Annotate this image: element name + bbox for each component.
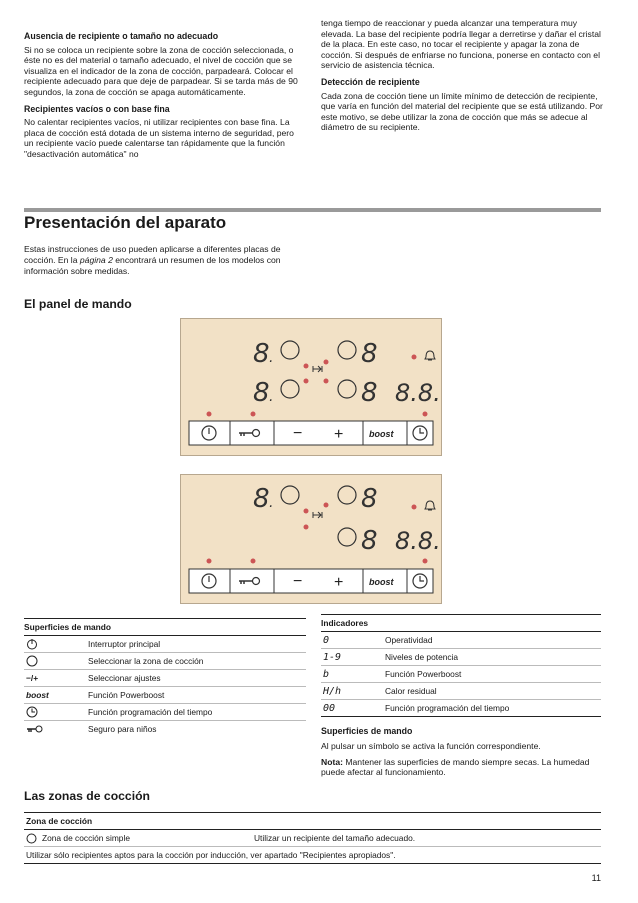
heading-deteccion: Detección de recipiente	[321, 76, 420, 87]
zone-display-top-left: 8	[253, 339, 270, 369]
control-panel-2	[180, 474, 442, 604]
paragraph-deteccion: Cada zona de cocción tiene un límite mínimo de detección de recipiente, que varía en función del material del recipiente que se está utilizando. Por este motivo, se debe utilizar la zona de cocción que más se adecue al diámetro de su recipiente.	[321, 90, 603, 133]
clock-icon	[24, 706, 88, 718]
power-icon	[24, 638, 88, 650]
surfaces-note-text: Al pulsar un símbolo se activa la función correspondiente.	[321, 740, 541, 751]
zone-select-bottom-right[interactable]	[338, 528, 356, 546]
right-column	[321, 18, 603, 139]
circle-icon	[26, 833, 37, 844]
led-indicator	[324, 503, 329, 508]
zone-select-top-left[interactable]	[281, 341, 299, 359]
minus-button[interactable]: −	[293, 425, 303, 442]
intro-paragraph	[24, 244, 304, 276]
zone-display-top-right: 8	[361, 484, 378, 514]
indicators-table	[321, 614, 601, 717]
surfaces-note-title: Superficies de mando	[321, 726, 413, 736]
led-indicator	[423, 412, 428, 417]
table-row: 00 Función programación del tiempo	[321, 700, 601, 717]
zone-link-icon	[313, 366, 322, 372]
heading-no-recipiente: Ausencia de recipiente o tamaño no adecuado	[24, 31, 219, 41]
zone-display-dot: .	[269, 389, 274, 405]
zone-select-top-right[interactable]	[338, 341, 356, 359]
key-icon	[24, 724, 88, 734]
zones-table-title: Zona de cocción	[24, 812, 601, 830]
bell-icon	[425, 351, 435, 360]
zones-table-footer: Utilizar sólo recipientes aptos para la cocción por inducción, ver apartado "Recipientes apropiados".	[24, 847, 601, 864]
zone-display-top-left: 8	[253, 484, 270, 514]
paragraph-no-recipiente: Si no se coloca un recipiente sobre la zona de cocción seleccionada, o éste no es del material o tamaño adecuado, el nivel de cocción que se visualiza en el indicador de la zona de cocción, parpadeará. Colocar el recipiente adecuado para que deje de parpadear. Si se tarda más de 90 segundos, la zona de cocción se apaga automáticamente.	[24, 44, 298, 97]
led-indicator	[304, 509, 309, 514]
intro-before: Estas instrucciones de uso pueden aplicarse a diferentes placas de cocción. En la	[24, 244, 281, 265]
led-indicator	[304, 525, 309, 530]
circle-icon	[24, 655, 88, 667]
section-title: Presentación del aparato	[24, 213, 227, 232]
surfaces-note	[321, 726, 601, 783]
boost-icon: boost	[26, 690, 49, 700]
plus-button[interactable]: +	[334, 426, 344, 443]
zone-display-bottom-left: 8	[253, 378, 270, 408]
minus-plus-icon: −/+	[26, 673, 39, 683]
control-panel-1	[180, 318, 442, 456]
led-indicator	[251, 412, 256, 417]
left-column	[24, 31, 304, 166]
led-indicator	[304, 379, 309, 384]
zone-simple-label: Zona de cocción simple	[42, 833, 130, 843]
zone-select-bottom-left[interactable]	[281, 380, 299, 398]
heading-recipientes-vacios: Recipientes vacíos o con base fina	[24, 103, 170, 114]
page-number: 11	[591, 873, 601, 883]
section-rule	[24, 208, 601, 212]
panel-heading: El panel de mando	[24, 297, 132, 311]
zone-display-dot: .	[269, 495, 274, 511]
table-row: H/h Calor residual	[321, 683, 601, 700]
boost-button[interactable]: boost	[369, 577, 394, 587]
led-indicator	[207, 412, 212, 417]
zone-simple-text: Utilizar un recipiente del tamaño adecuado.	[254, 833, 416, 843]
zone-link-icon	[313, 512, 322, 518]
boost-button[interactable]: boost	[369, 429, 394, 439]
table-row: −/+ Seleccionar ajustes	[24, 670, 306, 687]
led-indicator	[324, 379, 329, 384]
zone-display-bottom-right: 8	[361, 378, 378, 408]
minus-button[interactable]: −	[293, 573, 303, 590]
table-row: 0 Operatividad	[321, 632, 601, 649]
timer-display: 8.8.	[395, 379, 441, 407]
led-indicator	[324, 360, 329, 365]
table-row: Interruptor principal	[24, 636, 306, 653]
led-indicator	[412, 355, 417, 360]
timer-display: 8.8.	[395, 527, 441, 555]
paragraph-recipientes-vacios: No calentar recipientes vacíos, ni utilizar recipientes con base fina. La placa de cocción está dotada de un sistema interno de seguridad, pero un recipiente vacío puede calentarse tan rápidamente que la función "desactivación automática" no	[24, 117, 294, 159]
table-row: 1-9 Niveles de potencia	[321, 649, 601, 666]
zone-display-dot: .	[269, 350, 274, 366]
zone-display-bottom-right: 8	[361, 526, 378, 556]
table-row: b Función Powerboost	[321, 666, 601, 683]
led-indicator	[423, 559, 428, 564]
controls-table-title: Superficies de mando	[24, 618, 306, 636]
touch-strip	[189, 421, 433, 445]
zones-table	[24, 812, 601, 864]
intro-page-link[interactable]: página 2	[79, 254, 113, 265]
table-row	[24, 830, 601, 847]
intro-after: encontrará un resumen de los modelos con información sobre medidas.	[24, 254, 281, 276]
zone-select-bottom-right[interactable]	[338, 380, 356, 398]
table-row: Función programación del tiempo	[24, 704, 306, 721]
table-row: boost Función Powerboost	[24, 687, 306, 704]
zone-display-top-right: 8	[361, 339, 378, 369]
touch-strip	[189, 569, 433, 593]
led-indicator	[304, 364, 309, 369]
zone-select-top-left[interactable]	[281, 486, 299, 504]
zones-heading: Las zonas de cocción	[24, 789, 150, 803]
led-indicator	[207, 559, 212, 564]
paragraph-continuation: tenga tiempo de reaccionar y pueda alcanzar una temperatura muy elevada. La base del recipiente podría llegar a derretirse y dañar el cristal de la placa. En este caso, no tocar el recipiente y apagar la zona de cocción. Si después de enfriarse no funciona, ponerse en contacto con el servicio de asistencia técnica.	[321, 18, 601, 71]
table-row: Seguro para niños	[24, 721, 306, 737]
indicators-table-title: Indicadores	[321, 614, 601, 632]
table-row: Seleccionar la zona de cocción	[24, 653, 306, 670]
led-indicator	[251, 559, 256, 564]
led-indicator	[412, 505, 417, 510]
bell-icon	[425, 501, 435, 510]
plus-button[interactable]: +	[334, 574, 344, 591]
surfaces-note-warning: Nota: Mantener las superficies de mando siempre secas. La humedad puede afectar al funcionamiento.	[321, 756, 590, 778]
zone-select-top-right[interactable]	[338, 486, 356, 504]
controls-table	[24, 618, 306, 737]
